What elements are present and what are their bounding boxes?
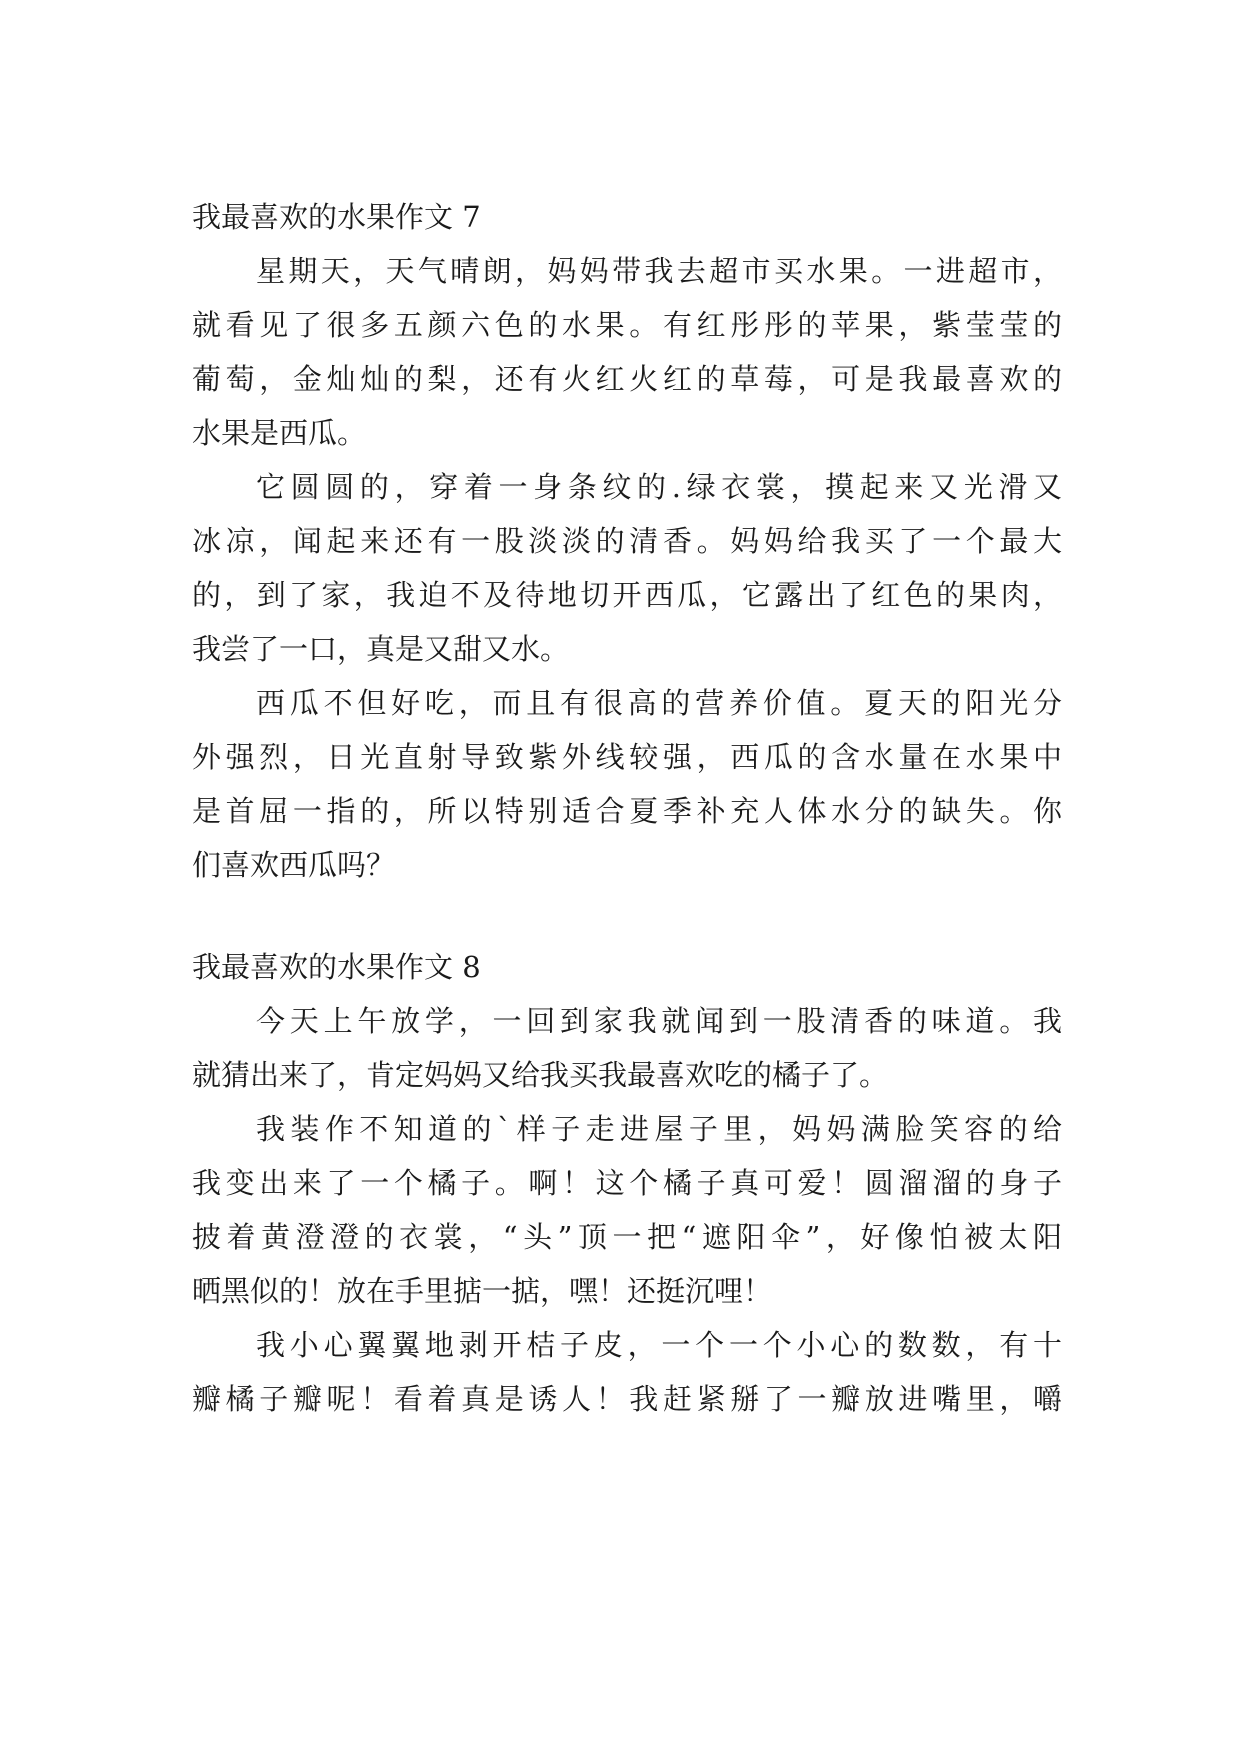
paragraph-line: 我尝了一口，真是又甜又水。	[192, 632, 570, 666]
essay-title: 我最喜欢的水果作文 8	[192, 950, 481, 984]
paragraph-line: 外强烈，日光直射导致紫外线较强，西瓜的含水量在水果中	[192, 740, 1062, 774]
paragraph-line: 瓣橘子瓣呢！看着真是诱人！我赶紧掰了一瓣放进嘴里，嚼	[192, 1382, 1062, 1416]
paragraph-line: 水果是西瓜。	[192, 416, 367, 450]
paragraph-line: 西瓜不但好吃，而且有很高的营养价值。夏天的阳光分	[256, 686, 1062, 720]
paragraph-line: 它圆圆的，穿着一身条纹的.绿衣裳，摸起来又光滑又	[256, 470, 1062, 504]
paragraph-line: 冰凉，闻起来还有一股淡淡的清香。妈妈给我买了一个最大	[192, 524, 1062, 558]
paragraph-line: 星期天，天气晴朗，妈妈带我去超市买水果。一进超市，	[256, 254, 1062, 288]
paragraph-line: 们喜欢西瓜吗？	[192, 848, 396, 882]
paragraph-line: 是首屈一指的，所以特别适合夏季补充人体水分的缺失。你	[192, 794, 1062, 828]
paragraph-line: 就猜出来了，肯定妈妈又给我买我最喜欢吃的橘子了。	[192, 1058, 889, 1092]
essay-title: 我最喜欢的水果作文 7	[192, 200, 481, 234]
paragraph-line: 晒黑似的！放在手里掂一掂，嘿！还挺沉哩！	[192, 1274, 773, 1308]
paragraph-line: 我小心翼翼地剥开桔子皮，一个一个小心的数数，有十	[256, 1328, 1062, 1362]
paragraph-line: 就看见了很多五颜六色的水果。有红彤彤的苹果，紫莹莹的	[192, 308, 1062, 342]
paragraph-line: 我变出来了一个橘子。啊！这个橘子真可爱！圆溜溜的身子	[192, 1166, 1062, 1200]
paragraph-line: 葡萄，金灿灿的梨，还有火红火红的草莓，可是我最喜欢的	[192, 362, 1062, 396]
paragraph-line: 披着黄澄澄的衣裳，“头”顶一把“遮阳伞”，好像怕被太阳	[192, 1220, 1062, 1254]
paragraph-line: 的，到了家，我迫不及待地切开西瓜，它露出了红色的果肉，	[192, 578, 1062, 612]
paragraph-line: 今天上午放学，一回到家我就闻到一股清香的味道。我	[256, 1004, 1062, 1038]
paragraph-line: 我装作不知道的`样子走进屋子里，妈妈满脸笑容的给	[256, 1112, 1062, 1146]
